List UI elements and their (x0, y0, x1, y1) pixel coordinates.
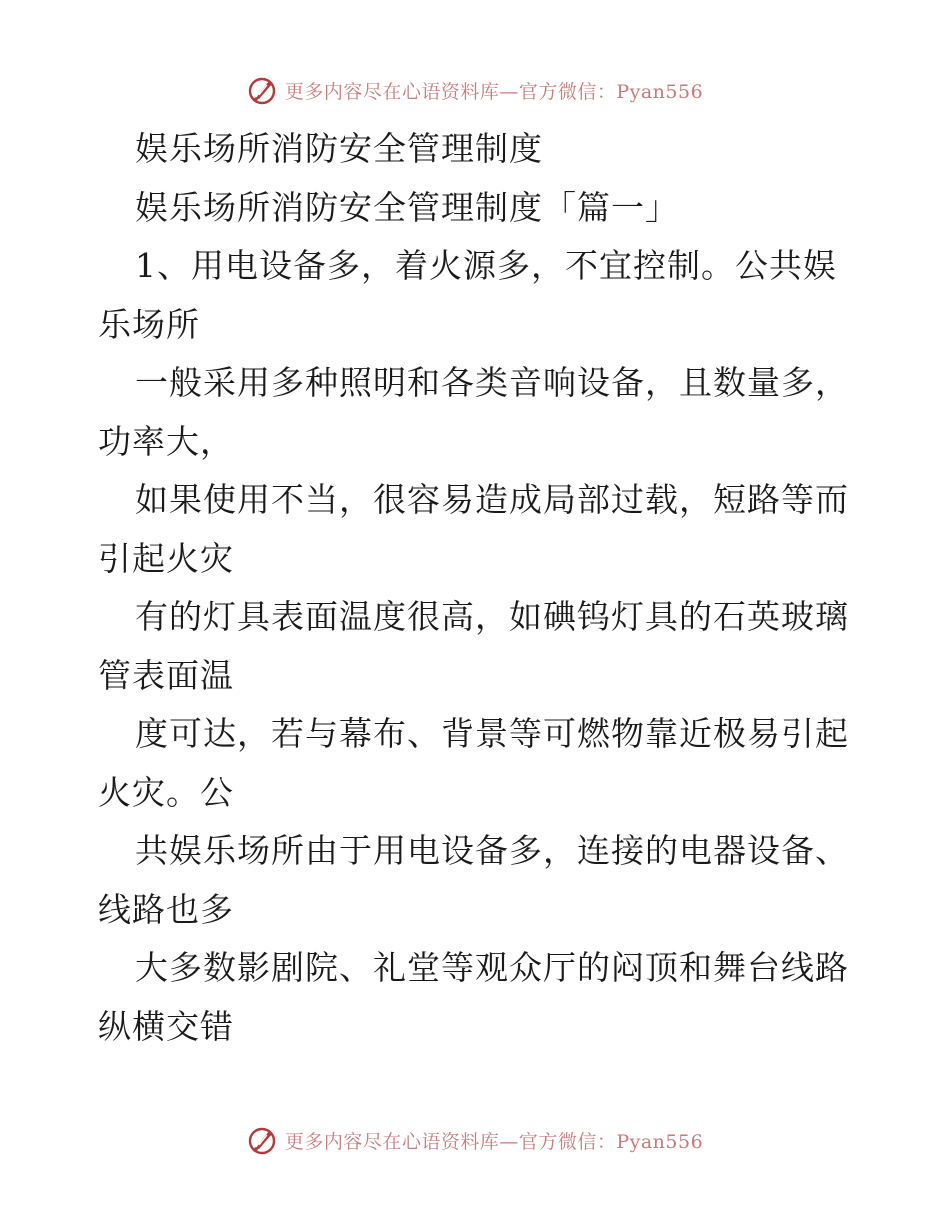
paragraph-line: 线路也多 (98, 889, 234, 929)
header-banner (0, 70, 950, 110)
footer-banner-text: 更多内容尽在心语资料库—官方微信：Pyan556 (284, 1130, 704, 1153)
paragraph-line: 如果使用不当，很容易造成局部过载，短路等而 (135, 480, 849, 519)
paragraph-line: 纵横交错 (98, 1006, 234, 1046)
paragraph-line: 度可达，若与幕布、背景等可燃物靠近极易引起 (135, 714, 849, 753)
paragraph-line: 乐场所 (98, 304, 200, 344)
quill-pen-logo-icon (247, 74, 279, 106)
header-banner-text: 更多内容尽在心语资料库—官方微信：Pyan556 (284, 80, 704, 103)
paragraph-line: 引起火灾 (98, 538, 234, 578)
paragraph-line: 大多数影剧院、礼堂等观众厅的闷顶和舞台线路 (135, 948, 849, 987)
footer-banner (0, 1120, 950, 1160)
document-body (98, 120, 858, 1056)
paragraph-line: 共娱乐场所由于用电设备多，连接的电器设备、 (135, 831, 849, 870)
doc-subtitle: 娱乐场所消防安全管理制度「篇一」 (135, 187, 679, 227)
paragraph-line: 一般采用多种照明和各类音响设备，且数量多， (135, 363, 849, 402)
paragraph-line: 功率大， (98, 421, 234, 461)
quill-pen-logo-icon (247, 1124, 279, 1156)
paragraph-line: 管表面温 (98, 655, 234, 695)
paragraph-line: 有的灯具表面温度很高，如碘钨灯具的石英玻璃 (135, 597, 849, 636)
paragraph-line: 1、用电设备多，着火源多，不宜控制。公共娱 (135, 246, 837, 285)
doc-title: 娱乐场所消防安全管理制度 (135, 129, 543, 168)
paragraph-line: 火灾。公 (98, 772, 234, 812)
